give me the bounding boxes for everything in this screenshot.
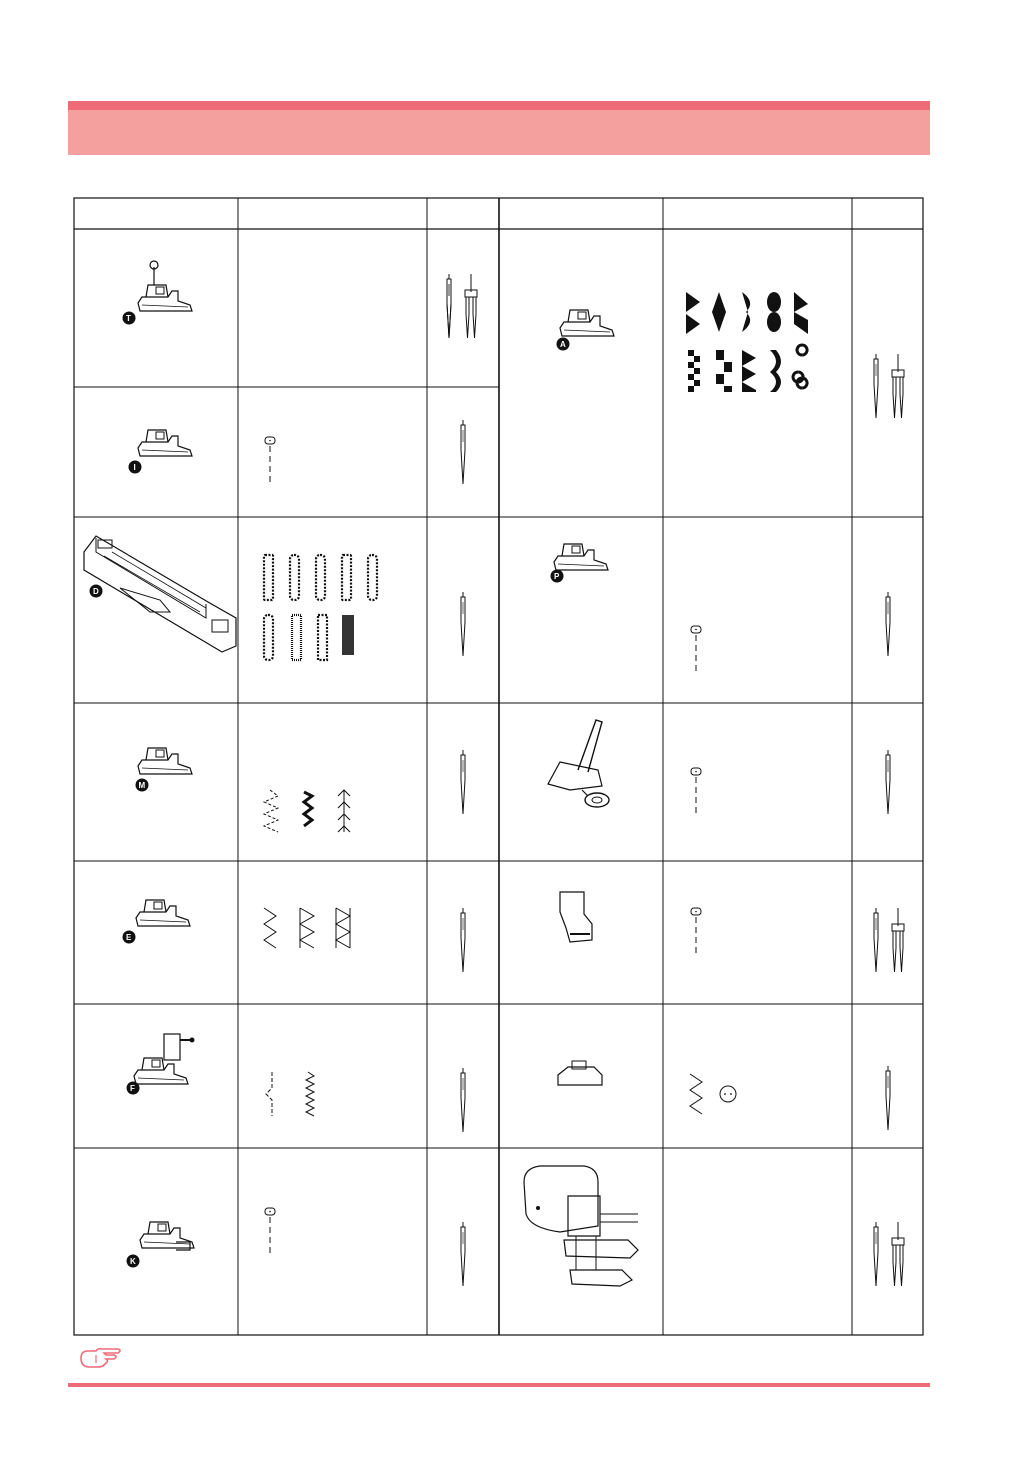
single-needle-icon: [461, 420, 465, 484]
svg-text:P: P: [554, 572, 560, 581]
walking-foot-icon: [524, 1166, 638, 1286]
single-needle-icon: [461, 1222, 465, 1286]
single-needle-icon: [886, 1066, 890, 1130]
zigzag-button-stitches-icon: [690, 1074, 736, 1114]
narrow-foot-icon: [560, 892, 592, 942]
quilting-guide-foot-icon: [548, 720, 609, 807]
straight-stitch-icon: [265, 437, 275, 485]
buttonhole-foot-d-icon: [84, 536, 236, 652]
blind-hem-stitches-icon: [266, 1072, 314, 1116]
svg-text:F: F: [130, 1084, 135, 1093]
presser-foot-e-icon: [136, 900, 190, 926]
svg-text:T: T: [126, 314, 131, 323]
single-needle-icon: [461, 750, 465, 814]
presser-foot-i-icon: [138, 430, 192, 456]
presser-foot-k-icon: [140, 1222, 194, 1250]
foot-letter-i: [129, 461, 142, 474]
twin-needle-icon: [874, 1222, 904, 1286]
presser-foot-f-icon: [134, 1034, 195, 1084]
foot-letter-d: [90, 585, 103, 598]
svg-text:A: A: [560, 340, 566, 349]
svg-text:M: M: [138, 781, 146, 790]
button-sewing-foot-icon: [558, 1061, 602, 1085]
single-needle-icon: [886, 592, 890, 656]
twin-needle-icon: [874, 354, 904, 418]
straight-stitch-icon: [691, 768, 701, 816]
straight-stitch-icon: [265, 1208, 275, 1256]
zigzag-stitches-icon: [264, 908, 350, 948]
single-needle-icon: [461, 908, 465, 972]
foot-letter-k: [127, 1255, 140, 1268]
svg-text:D: D: [93, 587, 99, 596]
pointing-hand-icon: [78, 1346, 124, 1370]
single-needle-icon: [461, 1068, 465, 1132]
twin-needle-icon: [874, 908, 904, 972]
foot-letter-e: [123, 931, 136, 944]
footer-rule: [68, 1383, 930, 1387]
table-grid: [74, 198, 923, 1335]
single-needle-icon: [461, 592, 465, 656]
foot-letter-t: [123, 312, 136, 325]
foot-letter-p: [551, 570, 564, 583]
svg-text:I: I: [133, 463, 136, 472]
decorative-stitches-icon: [686, 292, 808, 392]
straight-stitch-icon: [691, 626, 701, 674]
foot-letter-a: [557, 338, 570, 351]
presser-foot-m-icon: [138, 748, 192, 774]
buttonhole-stitches-icon: [264, 555, 377, 660]
overcasting-stitches-icon: [264, 790, 350, 832]
foot-letter-f: [127, 1082, 140, 1095]
single-needle-icon: [886, 750, 890, 814]
straight-stitch-icon: [691, 908, 701, 956]
foot-letter-m: [136, 779, 149, 792]
presser-foot-t-icon: [138, 261, 192, 311]
presser-foot-p-icon: [554, 544, 608, 570]
svg-text:K: K: [130, 1257, 136, 1266]
presser-foot-a-icon: [560, 310, 614, 336]
twin-needle-icon: [447, 274, 477, 338]
svg-text:E: E: [126, 933, 132, 942]
